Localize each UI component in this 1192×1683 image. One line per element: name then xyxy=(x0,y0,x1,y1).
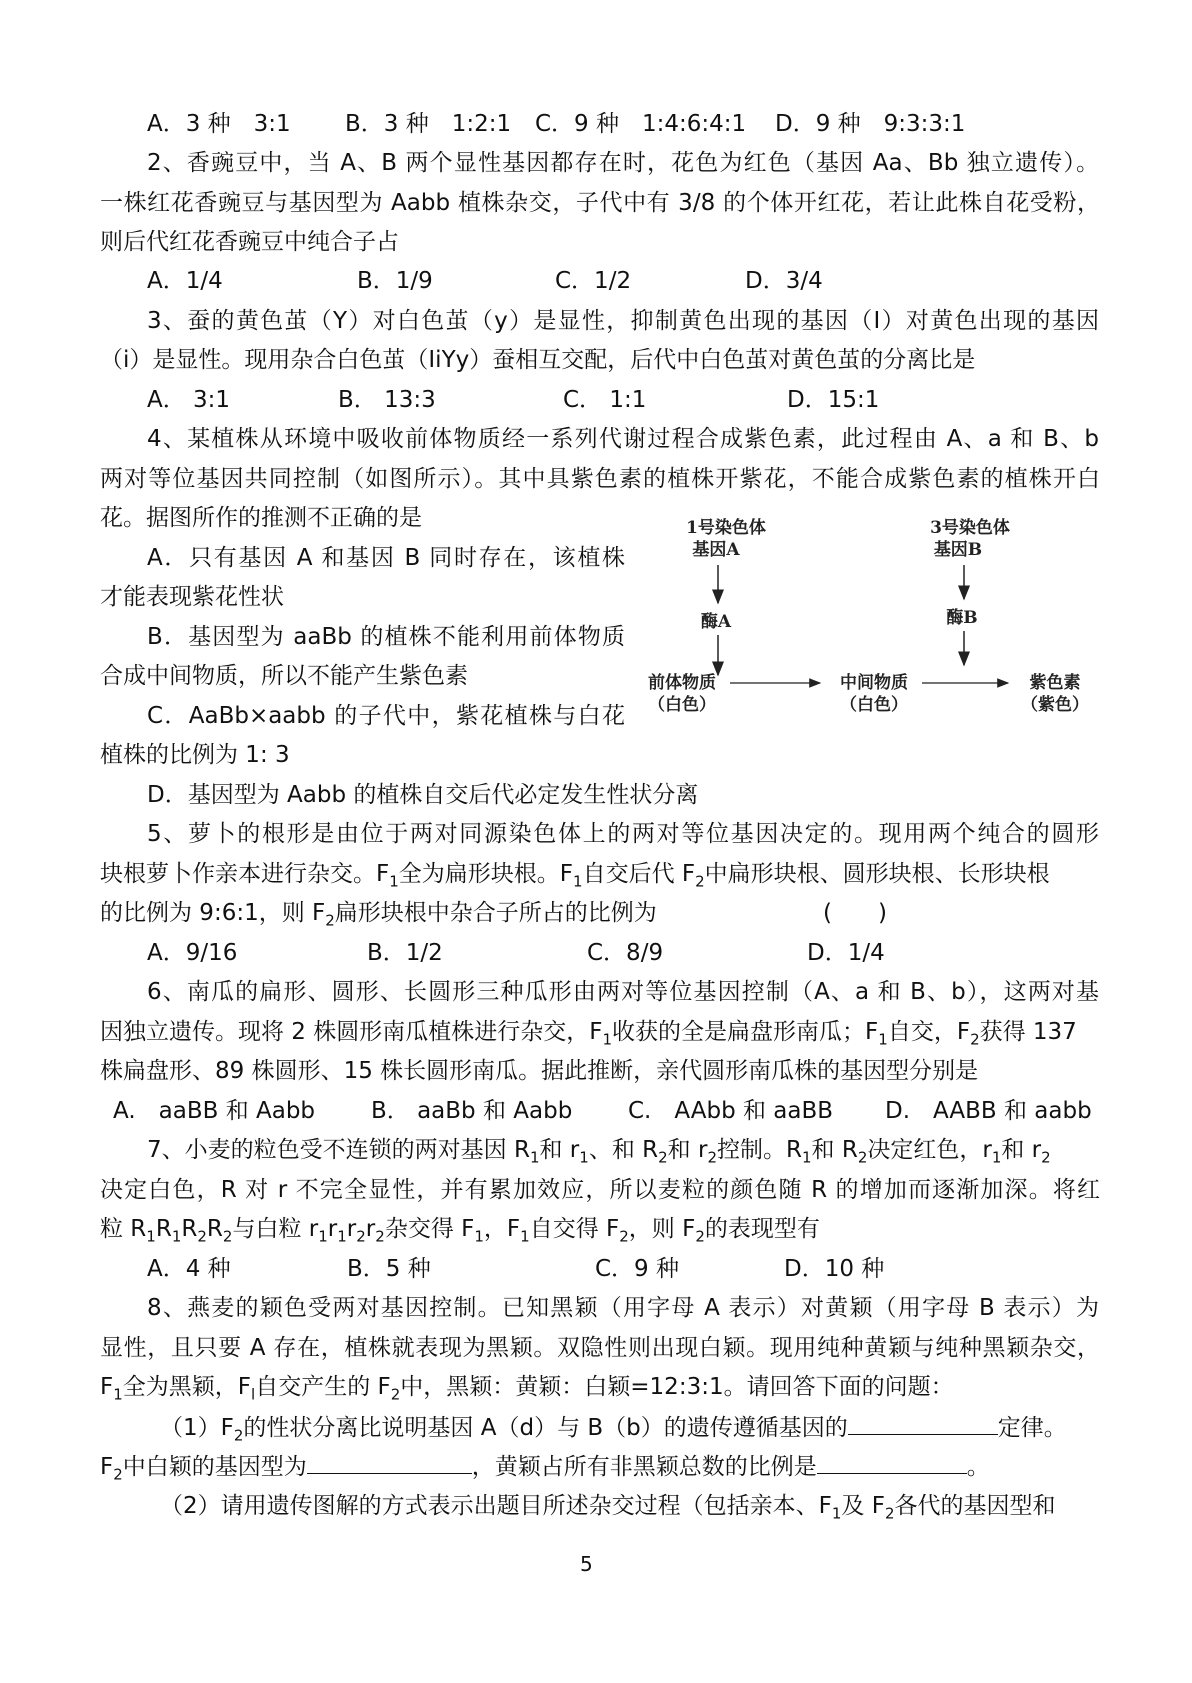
q7-stem-line3: 粒 $R_1R_1R_2R_2$与白粒 $r_1r_1r_2r_2$杂交得 $F_1$，$F_1$自交得 $F_2$，则 $F_2$的表现型有 xyxy=(100,1216,820,1246)
q8-part1-line2: $F_2$中白颖的基因型为 ，黄颖占所有非黑颖总数的比例是 。 xyxy=(100,1451,990,1482)
diagram-enzyme-b-label: 酶B xyxy=(946,608,978,628)
q1-option-d: D．9 种 9:3:3:1 xyxy=(775,111,966,137)
q4-option-c-line1: C．AaBb×aabb 的子代中，紫花植株与白花 xyxy=(147,703,625,729)
diagram-intermediate-color: （白色） xyxy=(840,695,908,715)
q5-option-d: D．1/4 xyxy=(807,940,885,966)
q5-option-b: B．1/2 xyxy=(367,940,443,966)
answer-blank-white-genotype[interactable] xyxy=(307,1451,472,1474)
q6-stem-line3: 株扁盘形、89 株圆形、15 株长圆形南瓜。据此推断，亲代圆形南瓜株的基因型分别是 xyxy=(100,1058,979,1084)
q3-option-b: B． 13:3 xyxy=(338,387,436,413)
q6-stem-line2: 因独立遗传。现将 2 株圆形南瓜植株进行杂交，$F_1$收获的全是扁盘形南瓜；$F_1$自交，$F_2$获得 137 xyxy=(100,1019,1077,1049)
q8-stem-line1: 8、燕麦的颖色受两对基因控制。已知黑颖（用字母 A 表示）对黄颖（用字母 B 表示）为 xyxy=(147,1295,1099,1321)
q2-option-c: C．1/2 xyxy=(555,268,632,294)
q2-stem-line1: 2、香豌豆中，当 A、B 两个显性基因都存在时，花色为红色（基因 Aa、Bb 独立遗传）。 xyxy=(147,150,1099,176)
q3-option-c: C． 1:1 xyxy=(563,387,647,413)
q3-option-a: A． 3:1 xyxy=(147,387,231,413)
q4-option-a-line1: A．只有基因 A 和基因 B 同时存在，该植株 xyxy=(147,545,625,571)
q1-option-b: B．3 种 1:2:1 xyxy=(345,111,512,137)
q2-option-b: B．1/9 xyxy=(357,268,433,294)
answer-blank-law[interactable] xyxy=(848,1412,998,1435)
q6-option-a: A. aaBB 和 Aabb xyxy=(113,1098,316,1124)
q7-stem-line1: 7、小麦的粒色受不连锁的两对基因 $R_1$和 $r_1$、和 $R_2$和 $r_2$控制。$R_1$和 $R_2$决定红色，$r_1$和 $r_2$ xyxy=(147,1137,1051,1167)
q6-option-b: B． aaBb 和 Aabb xyxy=(371,1098,573,1124)
q1-option-a: A．3 种 3:1 xyxy=(147,111,291,137)
q6-option-c: C. AAbb 和 aaBB xyxy=(628,1098,834,1124)
q4-stem-line2: 两对等位基因共同控制（如图所示）。其中具紫色素的植株开紫花，不能合成紫色素的植株开白 xyxy=(100,466,1100,492)
q6-stem-line1: 6、南瓜的扁形、圆形、长圆形三种瓜形由两对等位基因控制（A、a 和 B、b），这两对基 xyxy=(147,979,1099,1005)
diagram-precursor-color: （白色） xyxy=(648,695,716,715)
diagram-gene-a-label: 基因A xyxy=(692,540,740,560)
q7-option-d: D．10 种 xyxy=(784,1256,885,1282)
q8-part1-line1: $(1)F_2$的性状分离比说明基因 A（d）与 B（b）的遗传遵循基因的 定律。 xyxy=(160,1412,1067,1443)
answer-blank-yellow-ratio[interactable] xyxy=(817,1451,967,1474)
diagram-precursor-label: 前体物质 xyxy=(648,673,716,693)
diagram-pigment-color: （紫色） xyxy=(1021,695,1089,715)
diagram-gene-b-label: 基因B xyxy=(933,540,983,560)
q4-stem-line1: 4、某植株从环境中吸收前体物质经一系列代谢过程合成紫色素，此过程由 A、a 和 B、b xyxy=(147,426,1099,452)
q4-option-b-line1: B．基因型为 aaBb 的植株不能利用前体物质 xyxy=(147,624,625,650)
q5-stem-line3: 的比例为 9:6:1，则 $F_2$扁形块根中杂合子所占的比例为 xyxy=(100,900,657,930)
q3-stem-line1: 3、蚕的黄色茧（Y）对白色茧（y）是显性，抑制黄色出现的基因（I）对黄色出现的基因 xyxy=(147,308,1099,334)
q2-stem-line2: 一株红花香豌豆与基因型为 Aabb 植株杂交，子代中有 3/8 的个体开红花，若让此株自花受粉， xyxy=(100,190,1100,216)
q2-option-d: D．3/4 xyxy=(745,268,823,294)
q4-option-d: D．基因型为 Aabb 的植株自交后代必定发生性状分离 xyxy=(147,782,699,808)
q3-stem-line2: （i）是显性。现用杂合白色茧（IiYy）蚕相互交配，后代中白色茧对黄色茧的分离比是 xyxy=(100,347,976,373)
q5-answer-bracket: ( ) xyxy=(823,900,887,926)
q5-option-a: A．9/16 xyxy=(147,940,238,966)
diagram-pigment-label: 紫色素 xyxy=(1029,673,1081,693)
q2-option-a: A．1/4 xyxy=(147,268,223,294)
q8-stem-line3: $F_1$全为黑颖，$F_l$自交产生的 $F_2$中，黑颖：黄颖：白颖=12:3:1。请回答下面的问题： xyxy=(100,1374,954,1404)
q4-stem-line3: 花。据图所作的推测不正确的是 xyxy=(100,505,422,531)
diagram-chromosome1-label: 1号染色体 xyxy=(686,518,766,538)
q7-stem-line2: 决定白色，R 对 r 不完全显性，并有累加效应，所以麦粒的颜色随 R 的增加而逐渐加深。将红 xyxy=(100,1177,1100,1203)
q4-option-c-line2: 植株的比例为 1: 3 xyxy=(100,742,290,768)
q2-stem-line3: 则后代红花香豌豆中纯合子占 xyxy=(100,229,399,255)
diagram-chromosome3-label: 3号染色体 xyxy=(930,518,1010,538)
q4-option-b-line2: 合成中间物质，所以不能产生紫色素 xyxy=(100,663,468,689)
q5-option-c: C．8/9 xyxy=(587,940,664,966)
q7-option-b: B．5 种 xyxy=(347,1256,431,1282)
q3-option-d: D．15:1 xyxy=(787,387,880,413)
diagram-enzyme-a-label: 酶A xyxy=(700,612,732,632)
diagram-intermediate-label: 中间物质 xyxy=(840,673,908,693)
q5-stem-line1: 5、萝卜的根形是由位于两对同源染色体上的两对等位基因决定的。现用两个纯合的圆形 xyxy=(147,821,1099,847)
page-number: 5 xyxy=(580,1552,593,1576)
q1-option-c: C．9 种 1:4:6:4:1 xyxy=(535,111,747,137)
q8-part2-line1: （2）请用遗传图解的方式表示出题目所述杂交过程（包括亲本、$F_1$及 $F_2$各代的基因型和 xyxy=(160,1493,1056,1523)
q7-option-a: A．4 种 xyxy=(147,1256,231,1282)
q5-stem-line2: 块根萝卜作亲本进行杂交。$F_1$全为扁形块根。$F_1$自交后代 $F_2$中扁形块根、圆形块根、长形块根 xyxy=(100,861,1050,891)
q8-stem-line2: 显性，且只要 A 存在，植株就表现为黑颖。双隐性则出现白颖。现用纯种黄颖与纯种黑颖杂交， xyxy=(100,1335,1100,1361)
q6-option-d: D. AABB 和 aabb xyxy=(885,1098,1092,1124)
q4-pathway-diagram xyxy=(640,515,1100,730)
q4-option-a-line2: 才能表现紫花性状 xyxy=(100,584,284,610)
q7-option-c: C．9 种 xyxy=(595,1256,680,1282)
